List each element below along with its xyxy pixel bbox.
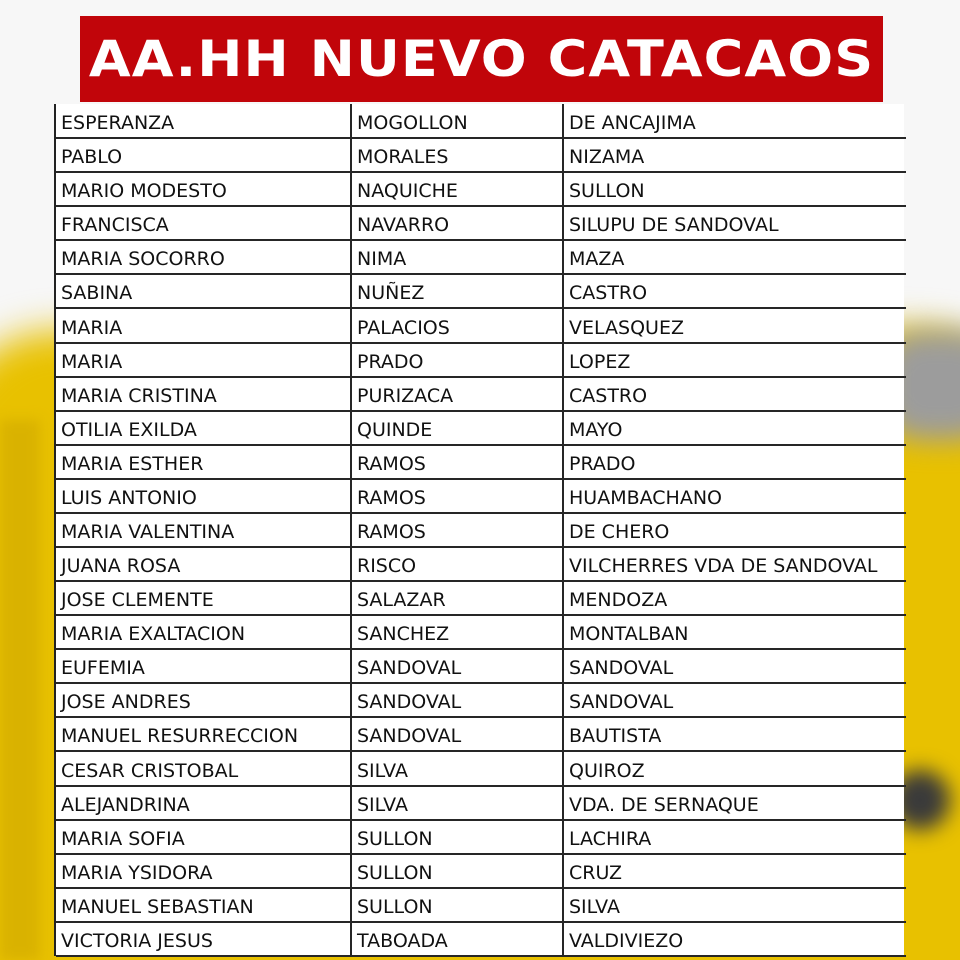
first-names-cell: ESPERANZA	[56, 104, 351, 138]
first-names-cell: MARIA VALENTINA	[56, 513, 351, 547]
table-row	[56, 343, 906, 377]
first-names-cell: FRANCISCA	[56, 206, 351, 240]
maternal-surname-cell: MENDOZA	[563, 581, 906, 615]
background-left-stripe	[0, 420, 40, 960]
first-names-cell: JUANA ROSA	[56, 547, 351, 581]
first-names-cell: JOSE CLEMENTE	[56, 581, 351, 615]
paternal-surname-cell: SALAZAR	[351, 581, 563, 615]
first-names-cell: PABLO	[56, 138, 351, 172]
maternal-surname-cell: VELASQUEZ	[563, 308, 906, 342]
paternal-surname-cell: SANDOVAL	[351, 649, 563, 683]
paternal-surname-cell: TABOADA	[351, 922, 563, 956]
maternal-surname-cell: CRUZ	[563, 854, 906, 888]
first-names-cell: CESAR CRISTOBAL	[56, 751, 351, 785]
first-names-cell: MARIO MODESTO	[56, 172, 351, 206]
paternal-surname-cell: RAMOS	[351, 445, 563, 479]
table-row	[56, 786, 906, 820]
table-row	[56, 717, 906, 751]
table-row	[56, 922, 906, 956]
first-names-cell: EUFEMIA	[56, 649, 351, 683]
first-names-cell: OTILIA EXILDA	[56, 411, 351, 445]
paternal-surname-cell: RAMOS	[351, 513, 563, 547]
maternal-surname-cell: CASTRO	[563, 377, 906, 411]
maternal-surname-cell: SILUPU DE SANDOVAL	[563, 206, 906, 240]
table-row	[56, 138, 906, 172]
paternal-surname-cell: SANCHEZ	[351, 615, 563, 649]
first-names-cell: MARIA	[56, 343, 351, 377]
maternal-surname-cell: DE ANCAJIMA	[563, 104, 906, 138]
first-names-cell: SABINA	[56, 274, 351, 308]
table-row	[56, 581, 906, 615]
table-row	[56, 547, 906, 581]
title-banner	[80, 16, 883, 102]
first-names-cell: MARIA EXALTACION	[56, 615, 351, 649]
table-row	[56, 308, 906, 342]
paternal-surname-cell: NIMA	[351, 240, 563, 274]
paternal-surname-cell: SANDOVAL	[351, 683, 563, 717]
paternal-surname-cell: SANDOVAL	[351, 717, 563, 751]
table-row	[56, 206, 906, 240]
paternal-surname-cell: PALACIOS	[351, 308, 563, 342]
table-row	[56, 445, 906, 479]
first-names-cell: JOSE ANDRES	[56, 683, 351, 717]
table-row	[56, 411, 906, 445]
paternal-surname-cell: RAMOS	[351, 479, 563, 513]
paternal-surname-cell: SILVA	[351, 786, 563, 820]
names-sheet	[54, 104, 904, 956]
page-title: AA.HH NUEVO CATACAOS	[88, 30, 875, 88]
maternal-surname-cell: SANDOVAL	[563, 683, 906, 717]
table-row	[56, 888, 906, 922]
first-names-cell: VICTORIA JESUS	[56, 922, 351, 956]
paternal-surname-cell: NAVARRO	[351, 206, 563, 240]
first-names-cell: MARIA	[56, 308, 351, 342]
maternal-surname-cell: PRADO	[563, 445, 906, 479]
maternal-surname-cell: MAYO	[563, 411, 906, 445]
paternal-surname-cell: RISCO	[351, 547, 563, 581]
paternal-surname-cell: MOGOLLON	[351, 104, 563, 138]
table-row	[56, 854, 906, 888]
paternal-surname-cell: SULLON	[351, 888, 563, 922]
first-names-cell: MARIA ESTHER	[56, 445, 351, 479]
first-names-cell: MARIA SOFIA	[56, 820, 351, 854]
maternal-surname-cell: SULLON	[563, 172, 906, 206]
maternal-surname-cell: DE CHERO	[563, 513, 906, 547]
paternal-surname-cell: SULLON	[351, 854, 563, 888]
table-row	[56, 377, 906, 411]
table-row	[56, 104, 906, 138]
paternal-surname-cell: QUINDE	[351, 411, 563, 445]
maternal-surname-cell: SILVA	[563, 888, 906, 922]
paternal-surname-cell: MORALES	[351, 138, 563, 172]
paternal-surname-cell: NUÑEZ	[351, 274, 563, 308]
paternal-surname-cell: PURIZACA	[351, 377, 563, 411]
first-names-cell: MANUEL RESURRECCION	[56, 717, 351, 751]
maternal-surname-cell: VALDIVIEZO	[563, 922, 906, 956]
first-names-cell: MANUEL SEBASTIAN	[56, 888, 351, 922]
maternal-surname-cell: LACHIRA	[563, 820, 906, 854]
table-row	[56, 649, 906, 683]
maternal-surname-cell: SANDOVAL	[563, 649, 906, 683]
maternal-surname-cell: CASTRO	[563, 274, 906, 308]
table-row	[56, 751, 906, 785]
paternal-surname-cell: SULLON	[351, 820, 563, 854]
maternal-surname-cell: VDA. DE SERNAQUE	[563, 786, 906, 820]
maternal-surname-cell: VILCHERRES VDA DE SANDOVAL	[563, 547, 906, 581]
table-row	[56, 240, 906, 274]
table-row	[56, 479, 906, 513]
names-table-body	[56, 104, 906, 956]
table-row	[56, 274, 906, 308]
first-names-cell: LUIS ANTONIO	[56, 479, 351, 513]
names-table	[56, 104, 906, 957]
maternal-surname-cell: MONTALBAN	[563, 615, 906, 649]
maternal-surname-cell: BAUTISTA	[563, 717, 906, 751]
paternal-surname-cell: NAQUICHE	[351, 172, 563, 206]
table-row	[56, 172, 906, 206]
first-names-cell: MARIA CRISTINA	[56, 377, 351, 411]
paternal-surname-cell: PRADO	[351, 343, 563, 377]
maternal-surname-cell: LOPEZ	[563, 343, 906, 377]
table-row	[56, 615, 906, 649]
first-names-cell: MARIA YSIDORA	[56, 854, 351, 888]
table-row	[56, 820, 906, 854]
maternal-surname-cell: MAZA	[563, 240, 906, 274]
maternal-surname-cell: NIZAMA	[563, 138, 906, 172]
first-names-cell: MARIA SOCORRO	[56, 240, 351, 274]
paternal-surname-cell: SILVA	[351, 751, 563, 785]
maternal-surname-cell: QUIROZ	[563, 751, 906, 785]
table-row	[56, 683, 906, 717]
table-row	[56, 513, 906, 547]
first-names-cell: ALEJANDRINA	[56, 786, 351, 820]
maternal-surname-cell: HUAMBACHANO	[563, 479, 906, 513]
